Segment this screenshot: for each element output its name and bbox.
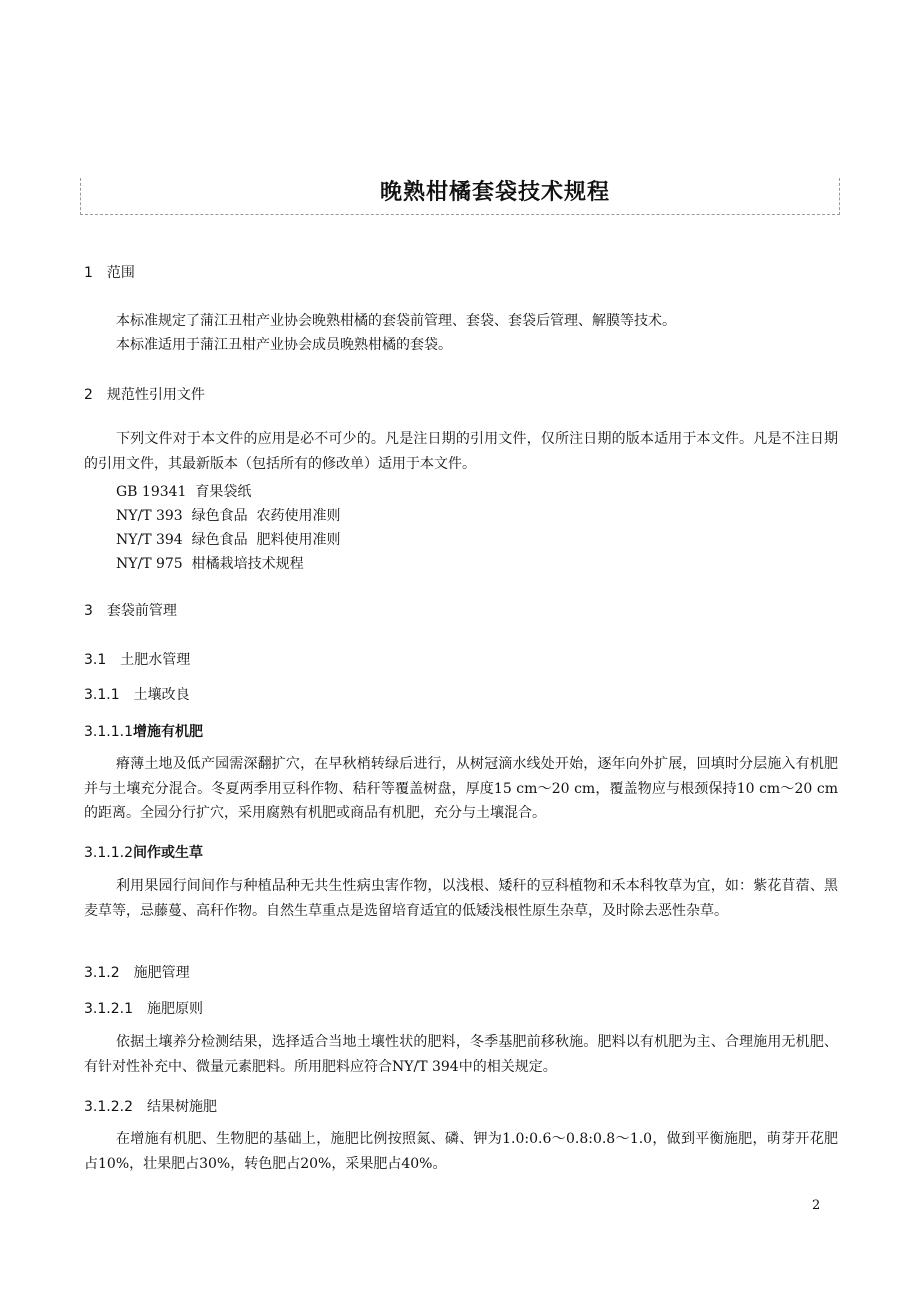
section-number: 3.1 (84, 652, 107, 668)
paragraph: 依据土壤养分检测结果，选择适合当地土壤性状的肥料，冬季基肥前移秋施。肥料以有机肥为主、合理施用无机肥、有针对性补充中、微量元素肥料。所用肥料应符合NY/T 394中的相关规定。 (84, 1034, 838, 1075)
section-number: 1 (84, 265, 93, 281)
page-number: 2 (812, 1198, 821, 1213)
section-number: 3.1.2.2 (84, 1099, 133, 1115)
reference-item: NY/T 393 绿色食品 农药使用准则 (116, 508, 341, 524)
reference-item: NY/T 394 绿色食品 肥料使用准则 (116, 532, 341, 548)
title-box (80, 178, 840, 215)
section-number: 2 (84, 387, 93, 403)
section-title: 增施有机肥 (132, 724, 203, 740)
section-title: 施肥原则 (146, 1001, 203, 1017)
section-number: 3.1.2 (84, 965, 120, 981)
section-number: 3 (84, 603, 93, 619)
section-title: 间作或生草 (132, 845, 203, 861)
document-title: 晚熟柑橘套袋技术规程 (379, 180, 610, 205)
section-3-heading (84, 600, 177, 620)
section-3-1-2-2-heading (84, 1096, 217, 1116)
section-3-1-1-1-heading (84, 721, 203, 741)
section-number: 3.1.2.1 (84, 1001, 133, 1017)
section-title: 结果树施肥 (146, 1099, 217, 1115)
paragraph: 瘠薄土地及低产园需深翻扩穴，在早秋梢转绿后进行，从树冠滴水线处开始，逐年向外扩展，回填时分层施入有机肥并与土壤充分混合。冬夏两季用豆科作物、秸秆等覆盖树盘，厚度15 cm～20 cm，覆盖物应与根颈保持10 cm～20 cm的距离。全园分行扩穴，采用腐熟有机肥或商品有机肥，充分与土壤混合。 (84, 756, 838, 821)
section-number: 3.1.1.1 (84, 724, 133, 740)
reference-item: NY/T 975 柑橘栽培技术规程 (116, 556, 304, 572)
section-title: 规范性引用文件 (106, 387, 205, 403)
section-3-1-1-2-heading (84, 842, 203, 862)
section-title: 范围 (106, 265, 135, 281)
section-title: 套袋前管理 (106, 603, 177, 619)
section-1-heading (84, 262, 135, 282)
section-number: 3.1.1.2 (84, 845, 133, 861)
section-3-1-2-heading (84, 962, 190, 982)
section-title: 施肥管理 (133, 965, 190, 981)
reference-item: GB 19341 育果袋纸 (116, 484, 252, 500)
paragraph: 在增施有机肥、生物肥的基础上，施肥比例按照氮、磷、钾为1.0:0.6～0.8:0.8～1.0，做到平衡施肥，萌芽开花肥占10%，壮果肥占30%，转色肥占20%，采果肥占40%。 (84, 1131, 838, 1172)
paragraph: 本标准适用于蒲江丑柑产业协会成员晚熟柑橘的套袋。 (116, 337, 452, 353)
section-3-1-heading (84, 649, 190, 669)
paragraph: 下列文件对于本文件的应用是必不可少的。凡是注日期的引用文件，仅所注日期的版本适用于本文件。凡是不注日期的引用文件，其最新版本（包括所有的修改单）适用于本文件。 (84, 431, 838, 472)
section-3-1-1-heading (84, 684, 190, 704)
section-3-1-2-1-heading (84, 998, 203, 1018)
paragraph: 利用果园行间间作与种植品种无共生性病虫害作物，以浅根、矮秆的豆科植物和禾本科牧草为宜，如：紫花苜蓿、黑麦草等，忌藤蔓、高秆作物。自然生草重点是选留培育适宜的低矮浅根性原生杂草，及时除去恶性杂草。 (84, 878, 838, 919)
section-title: 土壤改良 (133, 687, 190, 703)
section-number: 3.1.1 (84, 687, 120, 703)
section-title: 土肥水管理 (120, 652, 191, 668)
section-2-heading (84, 384, 205, 404)
paragraph: 本标准规定了蒲江丑柑产业协会晚熟柑橘的套袋前管理、套袋、套袋后管理、解膜等技术。 (116, 313, 676, 329)
